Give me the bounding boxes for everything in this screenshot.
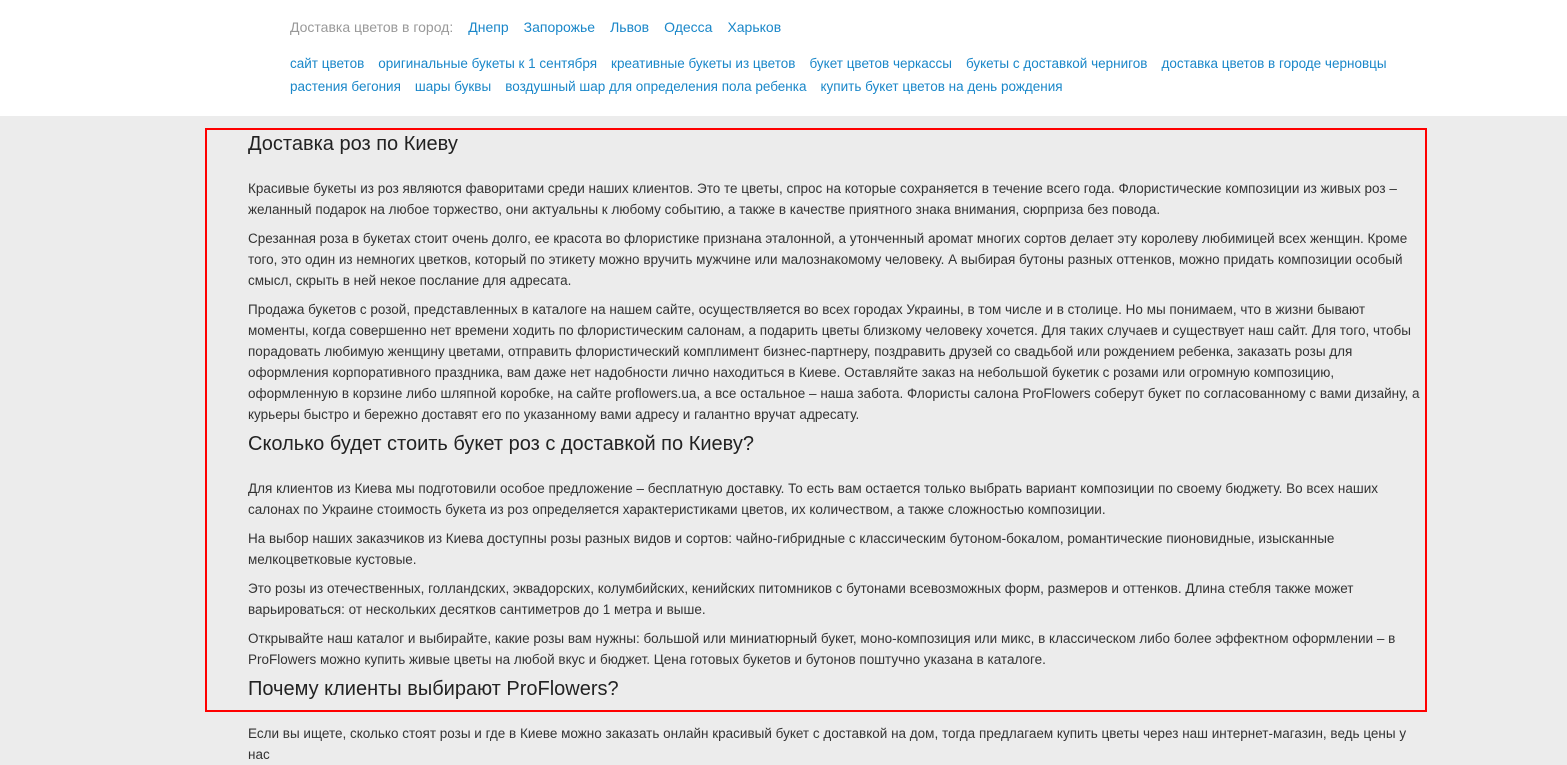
cities-row — [290, 14, 1527, 40]
tag-link[interactable]: сайт цветов — [290, 56, 365, 71]
tag-link[interactable]: воздушный шар для определения пола ребенка — [505, 79, 807, 94]
article-paragraph: Срезанная роза в букетах стоит очень долго, ее красота во флористике признана эталонной, а утонченный аромат многих сортов делает эту королеву любимицей всех женщин. Кроме того, это один из немногих цветков, который по этикету можно вручить мужчине или малознакомому человеку. А выбирая бутоны разных оттенков, можно придать композиции особый смысл, скрыть в ней некое послание для адресата. — [248, 231, 1408, 288]
article-paragraph: Красивые букеты из роз являются фаворитами среди наших клиентов. Это те цветы, спрос на которые сохраняется в течение всего года. Флористические композиции из живых роз – желанный подарок на любое торжество, они актуальны к любому событию, а также в качестве приятного знака внимания, сюрприза без повода. — [248, 181, 1397, 217]
city-link[interactable]: Одесса — [664, 19, 713, 35]
section-heading-price: Сколько будет стоить букет роз с доставкой по Киеву? — [248, 433, 754, 455]
city-link[interactable]: Львов — [610, 19, 650, 35]
article-paragraph: Если вы ищете, сколько стоят розы и где в Киеве можно заказать онлайн красивый букет с доставкой на дом, тогда предлагаем купить цветы через наш интернет-магазин, ведь цены у нас — [248, 726, 1407, 762]
tag-link[interactable]: оригинальные букеты к 1 сентября — [378, 56, 598, 71]
tag-link[interactable]: креативные букеты из цветов — [611, 56, 796, 71]
tag-link[interactable]: растения бегония — [290, 79, 401, 94]
site-header — [0, 0, 1567, 116]
tag-link[interactable]: букет цветов черкассы — [809, 56, 952, 71]
tags-row-2 — [290, 75, 1527, 98]
city-link[interactable]: Харьков — [727, 19, 782, 35]
tag-link[interactable]: шары буквы — [414, 79, 492, 94]
tags-row-1 — [290, 52, 1527, 75]
tag-links — [290, 52, 1527, 98]
tag-link[interactable]: купить букет цветов на день рождения — [820, 79, 1063, 94]
tag-link[interactable]: доставка цветов в городе черновцы — [1161, 56, 1387, 71]
article-paragraph: Для клиентов из Киева мы подготовили особое предложение – бесплатную доставку. То есть вам остается только выбрать вариант композиции по своему бюджету. Во всех наших салонах по Украине стоимость букета из роз определяется характеристиками цветов, их количеством, а также сложностью композиции. — [248, 481, 1378, 517]
city-link[interactable]: Днепр — [468, 19, 509, 35]
article-paragraph: Продажа букетов с розой, представленных в каталоге на нашем сайте, осуществляется во всех городах Украины, в том числе и в столице. Но мы понимаем, что в жизни бывают моменты, когда совершенно нет времени ходить по флористическим салонам, а подарить цветы близкому человеку хочется. Для таких случаев и существует наш сайт. Для того, чтобы порадовать любимую женщину цветами, отправить флористический комплимент бизнес-партнеру, поздравить друзей со свадьбой или рождением ребенка, заказать розы для оформления корпоративного праздника, вам даже нет надобности лично находиться в Киеве. Оставляйте заказ на небольшой букетик с розами или огромную композицию, оформленную в корзине либо шляпной коробке, на сайте proflowers.ua, а все остальное – наша забота. Флористы салона ProFlowers соберут букет по согласованному с вами дизайну, а курьеры быстро и бережно доставят его по указанному вами адресу и галантно вручат адресату. — [248, 302, 1420, 422]
cities-label: Доставка цветов в город: — [290, 19, 454, 35]
section-heading-delivery: Доставка роз по Киеву — [248, 133, 458, 155]
main-content — [0, 116, 1567, 765]
seo-article — [248, 133, 1420, 765]
tag-link[interactable]: букеты с доставкой чернигов — [965, 56, 1148, 71]
article-paragraph: Это розы из отечественных, голландских, эквадорских, колумбийских, кенийских питомников с бутонами всевозможных форм, размеров и оттенков. Длина стебля также может варьироваться: от нескольких десятков сантиметров до 1 метра и выше. — [248, 581, 1354, 617]
article-paragraph: Открывайте наш каталог и выбирайте, какие розы вам нужны: большой или миниатюрный букет, моно-композиция или микс, в классическом либо более эффектном оформлении – в ProFlowers можно купить живые цветы на любой вкус и бюджет. Цена готовых букетов и бутонов поштучно указана в каталоге. — [248, 631, 1396, 667]
article-paragraph: На выбор наших заказчиков из Киева доступны розы разных видов и сортов: чайно-гибридные с классическим бутоном-бокалом, романтические пионовидные, изысканные мелкоцветковые кустовые. — [248, 531, 1335, 567]
city-link[interactable]: Запорожье — [523, 19, 596, 35]
section-heading-why: Почему клиенты выбирают ProFlowers? — [248, 678, 619, 700]
